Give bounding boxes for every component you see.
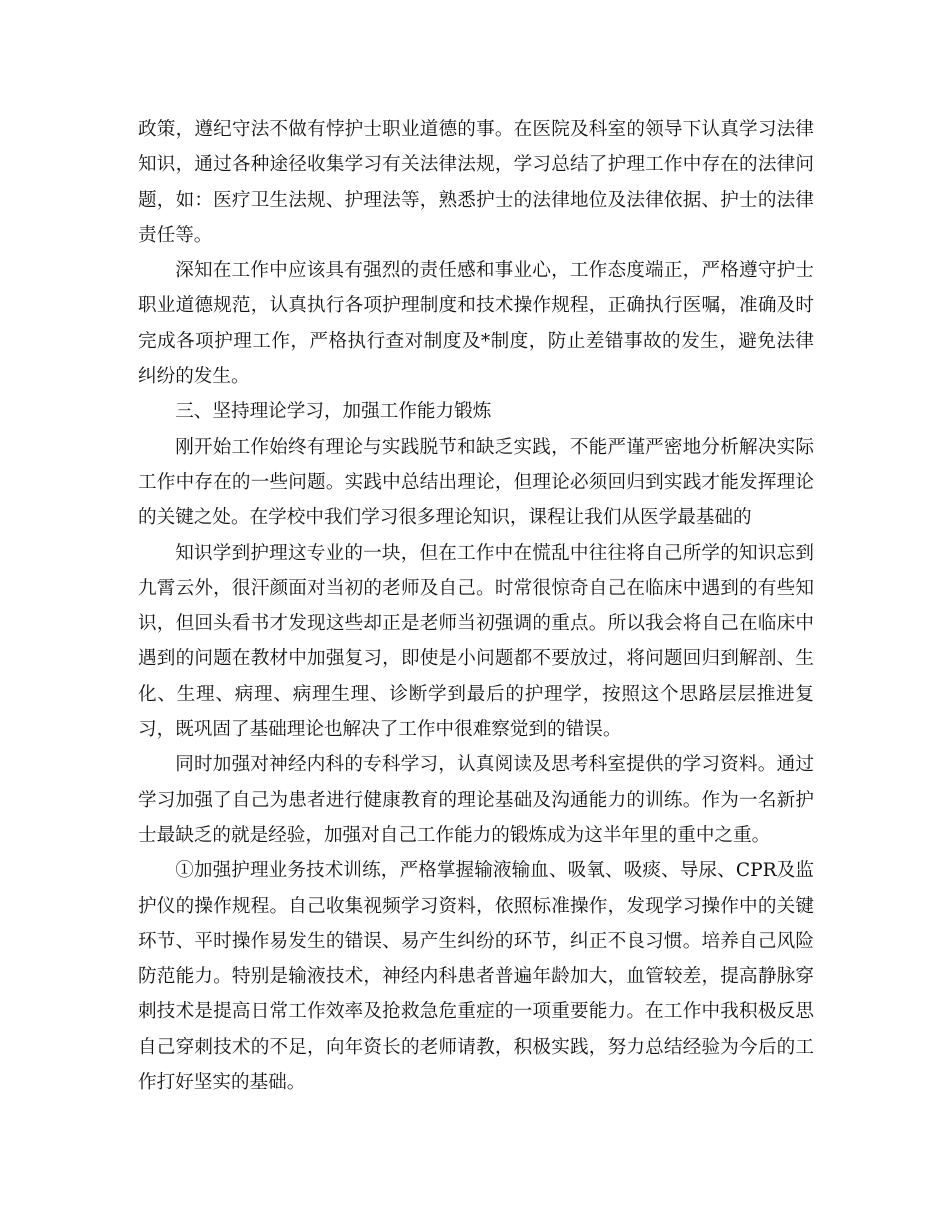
paragraph-theory-practice: 刚开始工作始终有理论与实践脱节和缺乏实践，不能严谨严密地分析解决实际工作中存在的一些问题。实践中总结出理论，但理论必须回归到实践才能发挥理论的关键之处。在学校中我们学习很多理论知识，课程让我们从医学最基础的 bbox=[138, 436, 814, 529]
document-page bbox=[138, 112, 814, 1100]
paragraph-legal-knowledge: 政策，遵纪守法不做有悖护士职业道德的事。在医院及科室的领导下认真学习法律知识，通过各种途径收集学习有关法律法规，学习总结了护理工作中存在的法律问题，如：医疗卫生法规、护理法等，熟悉护士的法律地位及法律依据、护士的法律责任等。 bbox=[138, 119, 814, 246]
section-heading-theory-study: 三、坚持理论学习，加强工作能力锻炼 bbox=[175, 401, 492, 423]
paragraph-responsibility: 深知在工作中应该具有强烈的责任感和事业心，工作态度端正，严格遵守护士职业道德规范，认真执行各项护理制度和技术操作规程，正确执行医嘱，准确及时完成各项护理工作，严格执行查对制度及*制度，防止差错事故的发生，避免法律纠纷的发生。 bbox=[138, 260, 814, 388]
paragraph-neurology-study: 同时加强对神经内科的专科学习，认真阅读及思考科室提供的学习资料。通过学习加强了自己为患者进行健康教育的理论基础及沟通能力的训练。作为一名新护士最缺乏的就是经验，加强对自己工作能力的锻炼成为这半年里的重中之重。 bbox=[138, 754, 814, 846]
paragraph-skill-training: ①加强护理业务技术训练，严格掌握输液输血、吸氧、吸痰、导尿、CPR及监护仪的操作规程。自己收集视频学习资料，依照标准操作，发现学习操作中的关键环节、平时操作易发生的错误、易产生纠纷的环节，纠正不良习惯。培养自己风险防范能力。特别是输液技术，神经内科患者普遍年龄加大，血管较差，提高静脉穿刺技术是提高日常工作效率及抢救急危重症的一项重要能力。在工作中我积极反思自己穿刺技术的不足，向年资长的老师请教，积极实践，努力总结经验为今后的工作打好坚实的基础。 bbox=[138, 860, 814, 1094]
paragraph-review-knowledge: 知识学到护理这专业的一块，但在工作中在慌乱中往往将自己所学的知识忘到九霄云外，很汗颜面对当初的老师及自己。时常很惊奇自己在临床中遇到的有些知识，但回头看书才发现这些却正是老师当初强调的重点。所以我会将自己在临床中遇到的问题在教材中加强复习，即使是小问题都不要放过，将问题回归到解剖、生化、生理、病理、病理生理、诊断学到最后的护理学，按照这个思路层层推进复习，既巩固了基础理论也解决了工作中很难察觉到的错误。 bbox=[138, 542, 814, 741]
